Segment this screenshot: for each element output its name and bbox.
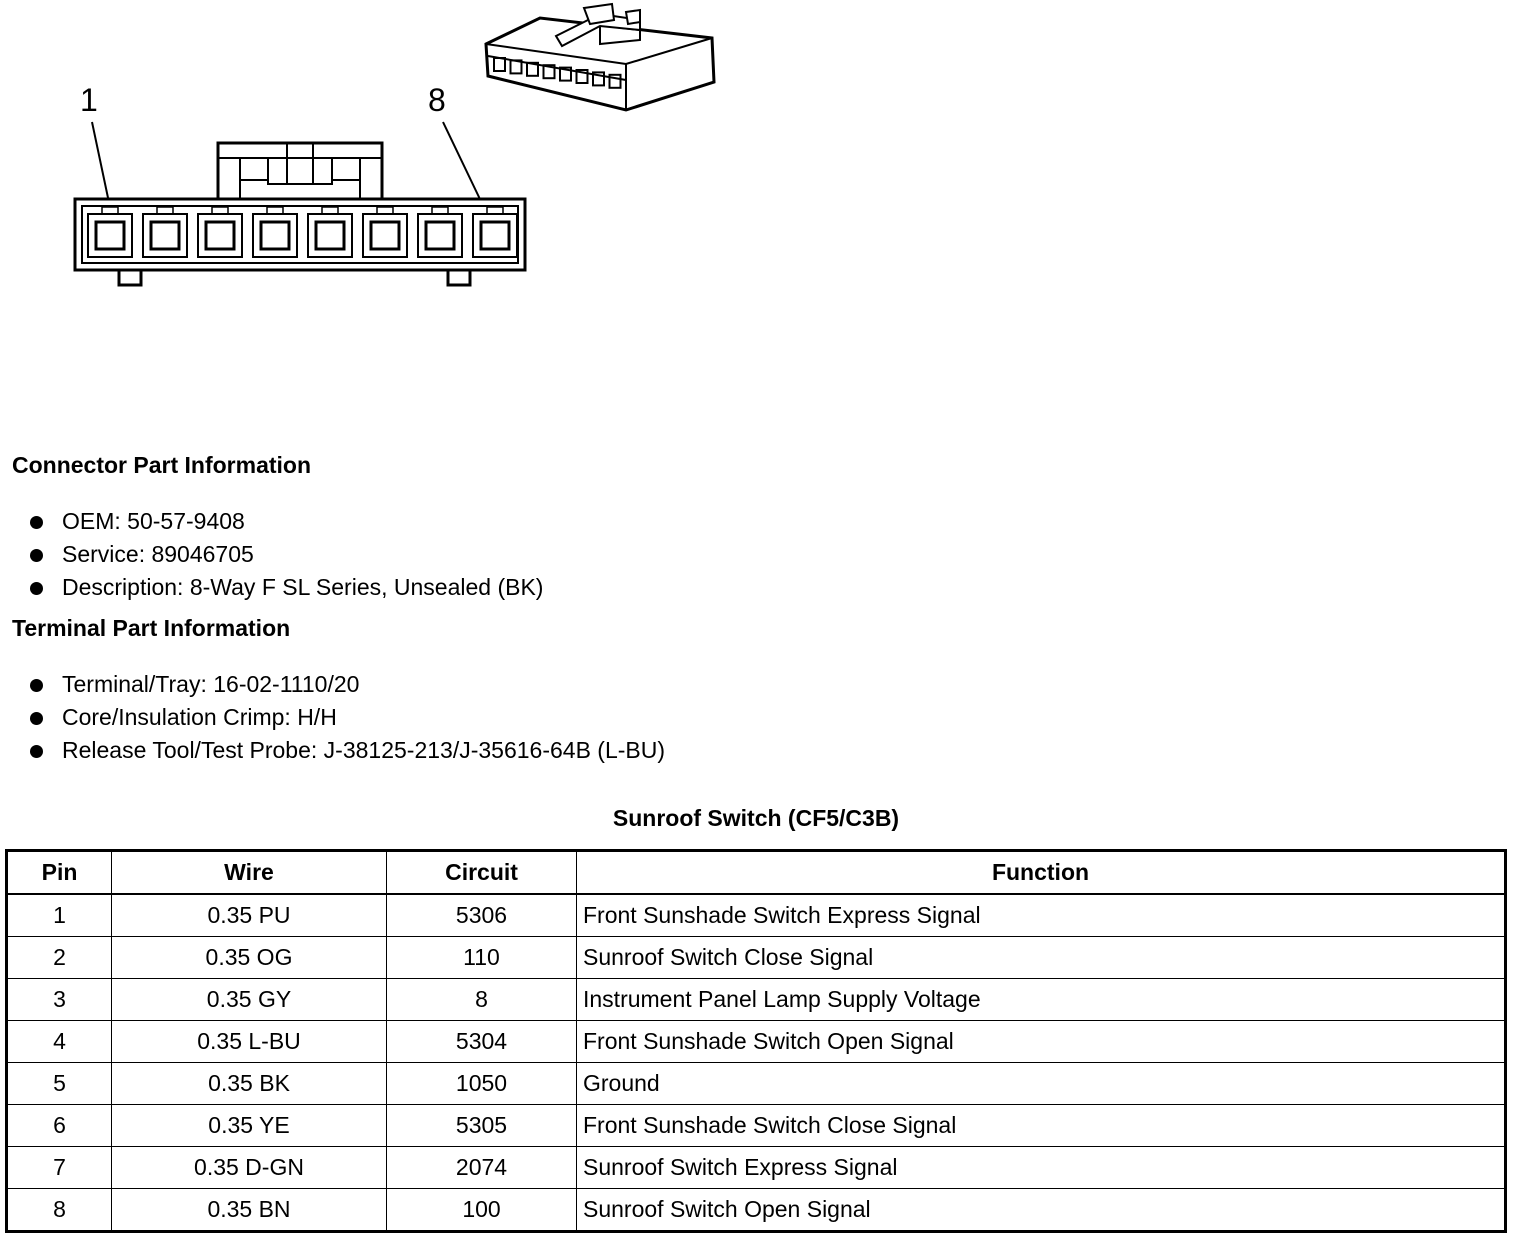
wire-cell: 0.35 BN <box>112 1189 387 1232</box>
connector-diagram <box>0 0 760 300</box>
table-row <box>7 1147 1506 1189</box>
wire-cell: 0.35 BK <box>112 1063 387 1105</box>
connector-latch <box>218 143 382 199</box>
circuit-cell: 110 <box>387 937 577 979</box>
header-pin: Pin <box>7 851 112 895</box>
crimp-item: Core/Insulation Crimp: H/H <box>28 701 665 734</box>
connector-service-item: Service: 89046705 <box>28 538 543 571</box>
table-row <box>7 894 1506 937</box>
circuit-cell: 1050 <box>387 1063 577 1105</box>
table-row <box>7 1189 1506 1232</box>
function-cell: Sunroof Switch Express Signal <box>577 1147 1506 1189</box>
table-row <box>7 1063 1506 1105</box>
wire-cell: 0.35 L-BU <box>112 1021 387 1063</box>
function-cell: Front Sunshade Switch Express Signal <box>577 894 1506 937</box>
terminal-tray-item: Terminal/Tray: 16-02-1110/20 <box>28 668 665 701</box>
terminal-info-list <box>28 668 665 767</box>
pin-cell: 1 <box>7 894 112 937</box>
circuit-cell: 5306 <box>387 894 577 937</box>
wire-cell: 0.35 GY <box>112 979 387 1021</box>
circuit-cell: 2074 <box>387 1147 577 1189</box>
function-cell: Sunroof Switch Close Signal <box>577 937 1506 979</box>
release-tool-item: Release Tool/Test Probe: J-38125-213/J-35616-64B (L-BU) <box>28 734 665 767</box>
pinout-table <box>5 849 1507 1233</box>
function-cell: Front Sunshade Switch Close Signal <box>577 1105 1506 1147</box>
table-header-row <box>7 851 1506 895</box>
header-wire: Wire <box>112 851 387 895</box>
table-row <box>7 1021 1506 1063</box>
wire-cell: 0.35 PU <box>112 894 387 937</box>
table-row <box>7 979 1506 1021</box>
header-circuit: Circuit <box>387 851 577 895</box>
circuit-cell: 100 <box>387 1189 577 1232</box>
table-title: Sunroof Switch (CF5/C3B) <box>612 805 900 831</box>
pin-8-label: 8 <box>428 82 446 118</box>
table-row <box>7 937 1506 979</box>
connector-info-list <box>28 505 543 604</box>
pin-cell: 3 <box>7 979 112 1021</box>
pin-1-label: 1 <box>80 82 98 118</box>
connector-isometric-view <box>486 4 714 110</box>
pin-cell: 4 <box>7 1021 112 1063</box>
wire-cell: 0.35 OG <box>112 937 387 979</box>
function-cell: Sunroof Switch Open Signal <box>577 1189 1506 1232</box>
pin-cell: 7 <box>7 1147 112 1189</box>
header-function: Function <box>577 851 1506 895</box>
connector-oem-item: OEM: 50-57-9408 <box>28 505 543 538</box>
wire-cell: 0.35 D-GN <box>112 1147 387 1189</box>
circuit-cell: 8 <box>387 979 577 1021</box>
table-row <box>7 1105 1506 1147</box>
connector-info-heading: Connector Part Information <box>12 452 312 478</box>
pin-cell: 2 <box>7 937 112 979</box>
connector-description-item: Description: 8-Way F SL Series, Unsealed (BK) <box>28 571 543 604</box>
function-cell: Front Sunshade Switch Open Signal <box>577 1021 1506 1063</box>
circuit-cell: 5305 <box>387 1105 577 1147</box>
wire-cell: 0.35 YE <box>112 1105 387 1147</box>
pin-cell: 5 <box>7 1063 112 1105</box>
terminal-info-heading: Terminal Part Information <box>12 615 291 641</box>
circuit-cell: 5304 <box>387 1021 577 1063</box>
connector-face-view <box>0 0 760 300</box>
function-cell: Ground <box>577 1063 1506 1105</box>
pin-cell: 8 <box>7 1189 112 1232</box>
pin-cell: 6 <box>7 1105 112 1147</box>
function-cell: Instrument Panel Lamp Supply Voltage <box>577 979 1506 1021</box>
